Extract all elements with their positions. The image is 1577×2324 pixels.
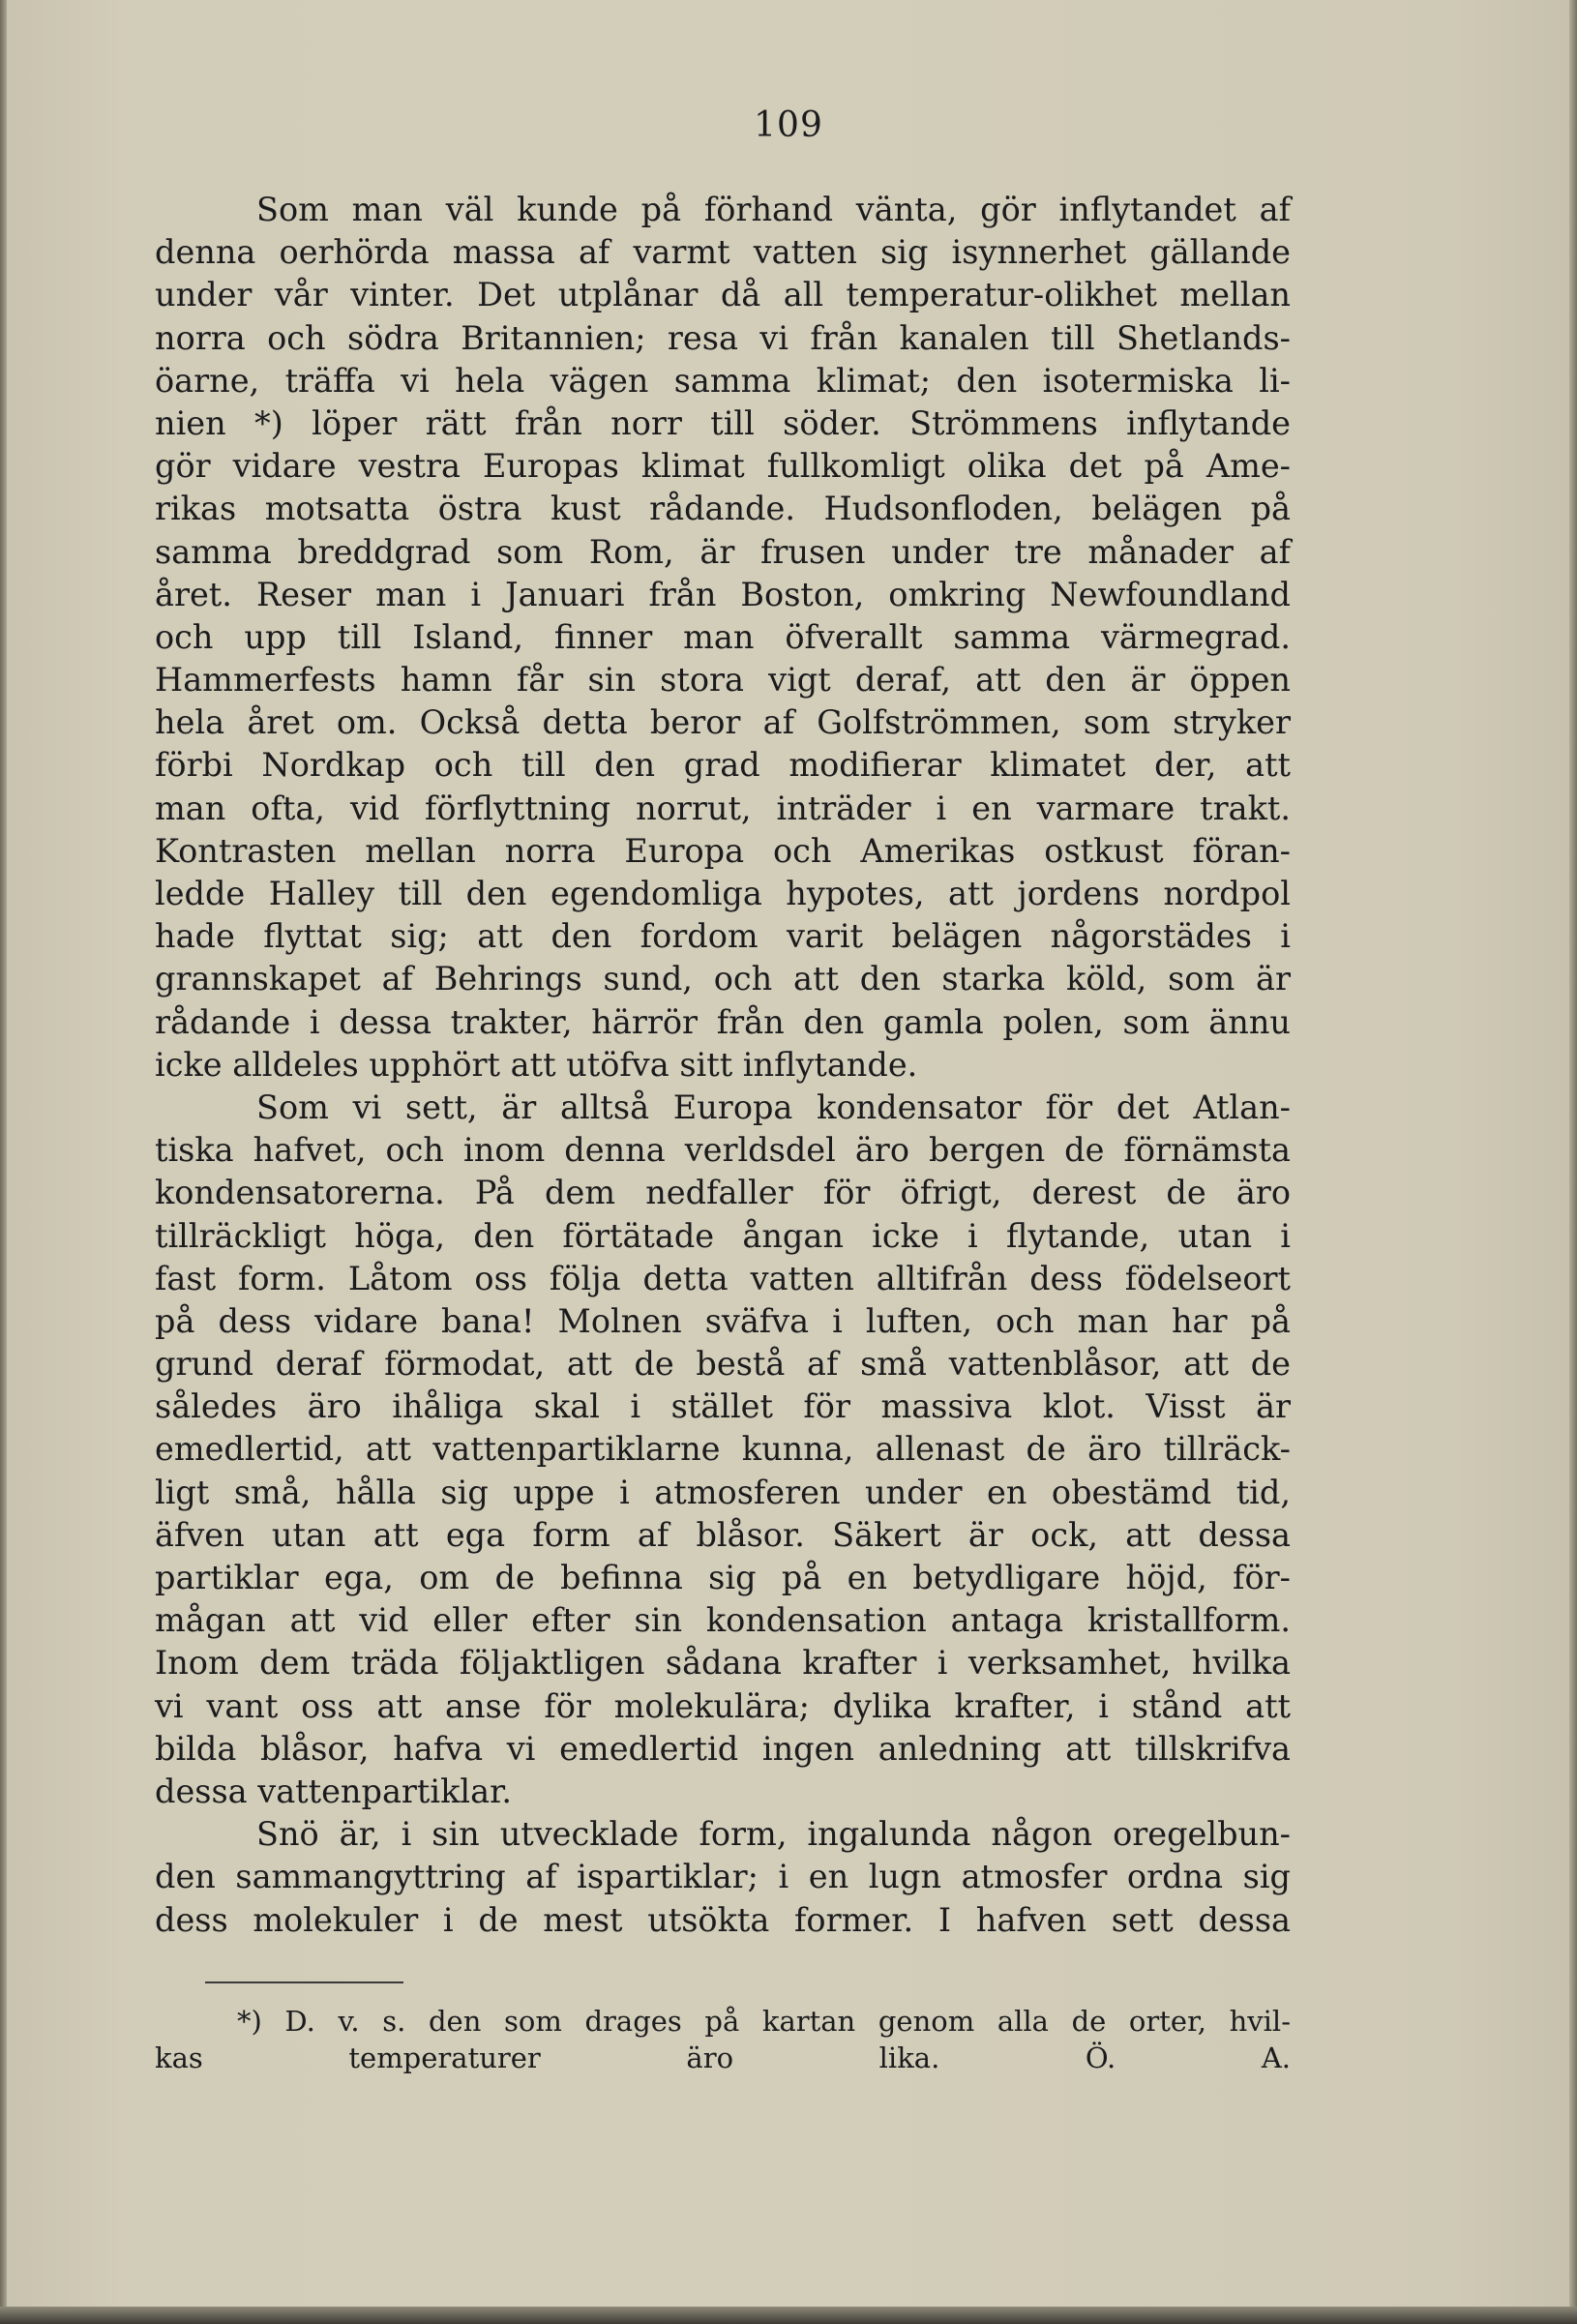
- text-line: hela året om. Också detta beror af Golfströmmen, som stryker: [155, 703, 1291, 742]
- text-line: tillräckligt höga, den förtätade ångan icke i flytande, utan i: [155, 1216, 1291, 1255]
- text-line: på dess vidare bana! Molnen sväfva i luften, och man har på: [155, 1301, 1291, 1340]
- text-line: hade flyttat sig; att den fordom varit belägen någorstädes i: [155, 917, 1291, 956]
- text-line: Inom dem träda följaktligen sådana krafter i verksamhet, hvilka: [155, 1644, 1291, 1683]
- text-line: kondensatorerna. På dem nedfaller för öfrigt, derest de äro: [155, 1174, 1291, 1212]
- text-line: icke alldeles upphört att utöfva sitt inflytande.: [155, 1045, 918, 1084]
- footnote-line: *) D. v. s. den som drages på kartan genom alla de orter, hvil-: [237, 2005, 1291, 2038]
- text-line: ligt små, hålla sig uppe i atmosferen under en obestämd tid,: [155, 1473, 1291, 1511]
- text-line: nien *) löper rätt från norr till söder. Strömmens inflytande: [155, 403, 1291, 442]
- text-line: öarne, träffa vi hela vägen samma klimat; den isotermiska li-: [155, 361, 1291, 400]
- text-line: förbi Nordkap och till den grad modifierar klimatet der, att: [155, 746, 1291, 785]
- page-number: 109: [754, 105, 823, 145]
- text-line: under vår vinter. Det utplånar då all temperatur-olikhet mellan: [155, 276, 1291, 314]
- text-line: dessa vattenpartiklar.: [155, 1772, 513, 1810]
- text-line: partiklar ega, om de befinna sig på en betydligare höjd, för-: [155, 1559, 1291, 1596]
- text-line: Som man väl kunde på förhand vänta, gör inflytandet af: [256, 191, 1291, 228]
- text-line: man ofta, vid förflyttning norrut, inträder i en varmare trakt.: [155, 789, 1291, 827]
- text-line: Hammerfests hamn får sin stora vigt deraf, att den är öppen: [155, 661, 1291, 700]
- text-line: Som vi sett, är alltså Europa kondensator för det Atlan-: [256, 1088, 1291, 1126]
- text-line: och upp till Island, finner man öfverallt samma värmegrad.: [155, 617, 1291, 656]
- text-line: grund deraf förmodat, att de bestå af små vattenblåsor, att de: [155, 1345, 1291, 1384]
- text-line: mågan att vid eller efter sin kondensation antaga kristallform.: [155, 1601, 1291, 1640]
- footnote-line: kas temperaturer äro lika. Ö. A.: [155, 2041, 1291, 2074]
- body-text: [155, 189, 1291, 1942]
- text-line: rådande i dessa trakter, härrör från den gamla polen, som ännu: [155, 1002, 1291, 1041]
- text-line: Snö är, i sin utvecklade form, ingalunda någon oregelbun-: [256, 1815, 1291, 1854]
- page-bottom-edge: [0, 2307, 1577, 2324]
- footnote: [155, 2003, 1291, 2076]
- text-line: denna oerhörda massa af varmt vatten sig isynnerhet gällande: [155, 233, 1291, 272]
- footnote-rule: [205, 1981, 403, 1983]
- text-line: tiska hafvet, och inom denna verldsdel äro bergen de förnämsta: [155, 1131, 1291, 1170]
- text-line: året. Reser man i Januari från Boston, omkring Newfoundland: [155, 575, 1291, 613]
- page-right-edge: [1569, 0, 1577, 2324]
- text-line: emedlertid, att vattenpartiklarne kunna, allenast de äro tillräck-: [155, 1430, 1291, 1469]
- text-line: således äro ihåliga skal i stället för massiva klot. Visst är: [155, 1387, 1291, 1426]
- text-line: den sammangyttring af ispartiklar; i en lugn atmosfer ordna sig: [155, 1858, 1291, 1896]
- text-line: Kontrasten mellan norra Europa och Amerikas ostkust föran-: [155, 831, 1291, 870]
- text-line: bilda blåsor, hafva vi emedlertid ingen anledning att tillskrifva: [155, 1729, 1291, 1768]
- text-line: gör vidare vestra Europas klimat fullkomligt olika det på Ame-: [155, 447, 1291, 486]
- text-line: norra och södra Britannien; resa vi från kanalen till Shetlands-: [155, 318, 1291, 357]
- text-line: rikas motsatta östra kust rådande. Hudsonfloden, belägen på: [155, 490, 1291, 528]
- page-left-edge: [0, 0, 7, 2324]
- text-line: fast form. Låtom oss följa detta vatten alltifrån dess födelseort: [155, 1259, 1291, 1297]
- text-line: dess molekuler i de mest utsökta former. I hafven sett dessa: [155, 1900, 1291, 1939]
- text-line: samma breddgrad som Rom, är frusen under tre månader af: [155, 532, 1291, 571]
- text-line: grannskapet af Behrings sund, och att den starka köld, som är: [155, 960, 1291, 998]
- text-line: vi vant oss att anse för molekulära; dylika krafter, i stånd att: [155, 1686, 1291, 1725]
- text-line: äfven utan att ega form af blåsor. Säkert är ock, att dessa: [155, 1515, 1291, 1554]
- text-line: ledde Halley till den egendomliga hypotes, att jordens nordpol: [155, 875, 1291, 912]
